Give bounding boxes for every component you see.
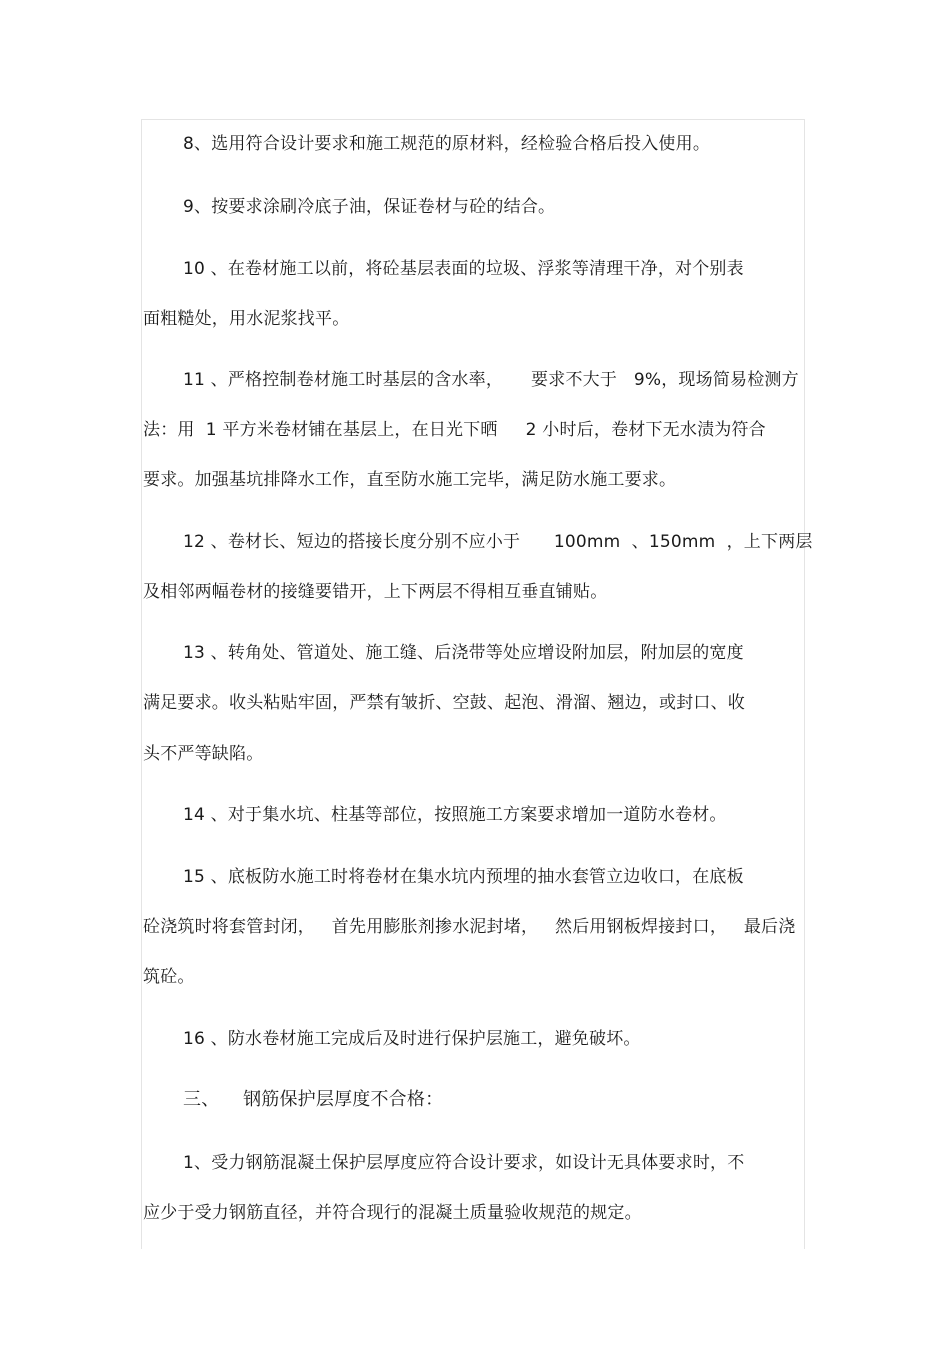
paragraph-section3-item-1: 1、受力钢筋混凝土保护层厚度应符合设计要求，如设计无具体要求时，不 <box>183 1153 745 1173</box>
paragraph-item-15: 15 、底板防水施工时将卷材在集水坑内预埋的抽水套管立边收口，在底板 <box>183 867 744 887</box>
paragraph-item-15-cont-2: 筑砼。 <box>143 967 195 987</box>
paragraph-item-16: 16 、防水卷材施工完成后及时进行保护层施工，避免破坏。 <box>183 1029 641 1049</box>
section-heading-3: 三、 钢筋保护层厚度不合格： <box>183 1089 444 1110</box>
paragraph-item-14: 14 、对于集水坑、柱基等部位，按照施工方案要求增加一道防水卷材。 <box>183 805 727 825</box>
paragraph-item-13-cont-1: 满足要求。收头粘贴牢固，严禁有皱折、空鼓、起泡、滑溜、翘边，或封口、收 <box>143 693 745 713</box>
paragraph-item-10: 10 、在卷材施工以前，将砼基层表面的垃圾、浮浆等清理干净，对个别表 <box>183 259 744 279</box>
paragraph-item-11-cont-1: 法：用 1 平方米卷材铺在基层上，在日光下晒 2 小时后，卷材下无水渍为符合 <box>143 420 766 440</box>
paragraph-item-11-cont-2: 要求。加强基坑排降水工作，直至防水施工完毕，满足防水施工要求。 <box>143 470 677 490</box>
page-frame <box>141 119 805 1249</box>
paragraph-section3-item-1-cont: 应少于受力钢筋直径，并符合现行的混凝土质量验收规范的规定。 <box>143 1203 642 1223</box>
paragraph-item-10-cont: 面粗糙处，用水泥浆找平。 <box>143 309 350 329</box>
paragraph-item-12: 12 、卷材长、短边的搭接长度分别不应小于 100mm 、150mm ，上下两层 <box>183 532 813 552</box>
paragraph-item-9: 9、按要求涂刷冷底子油，保证卷材与砼的结合。 <box>183 197 556 217</box>
paragraph-item-8: 8、选用符合设计要求和施工规范的原材料，经检验合格后投入使用。 <box>183 134 711 154</box>
paragraph-item-13: 13 、转角处、管道处、施工缝、后浇带等处应增设附加层，附加层的宽度 <box>183 643 744 663</box>
paragraph-item-13-cont-2: 头不严等缺陷。 <box>143 744 264 764</box>
paragraph-item-11: 11 、严格控制卷材施工时基层的含水率， 要求不大于 9%，现场简易检测方 <box>183 370 799 390</box>
paragraph-item-12-cont: 及相邻两幅卷材的接缝要错开，上下两层不得相互垂直铺贴。 <box>143 582 608 602</box>
paragraph-item-15-cont-1: 砼浇筑时将套管封闭， 首先用膨胀剂掺水泥封堵， 然后用钢板焊接封口， 最后浇 <box>143 917 796 937</box>
